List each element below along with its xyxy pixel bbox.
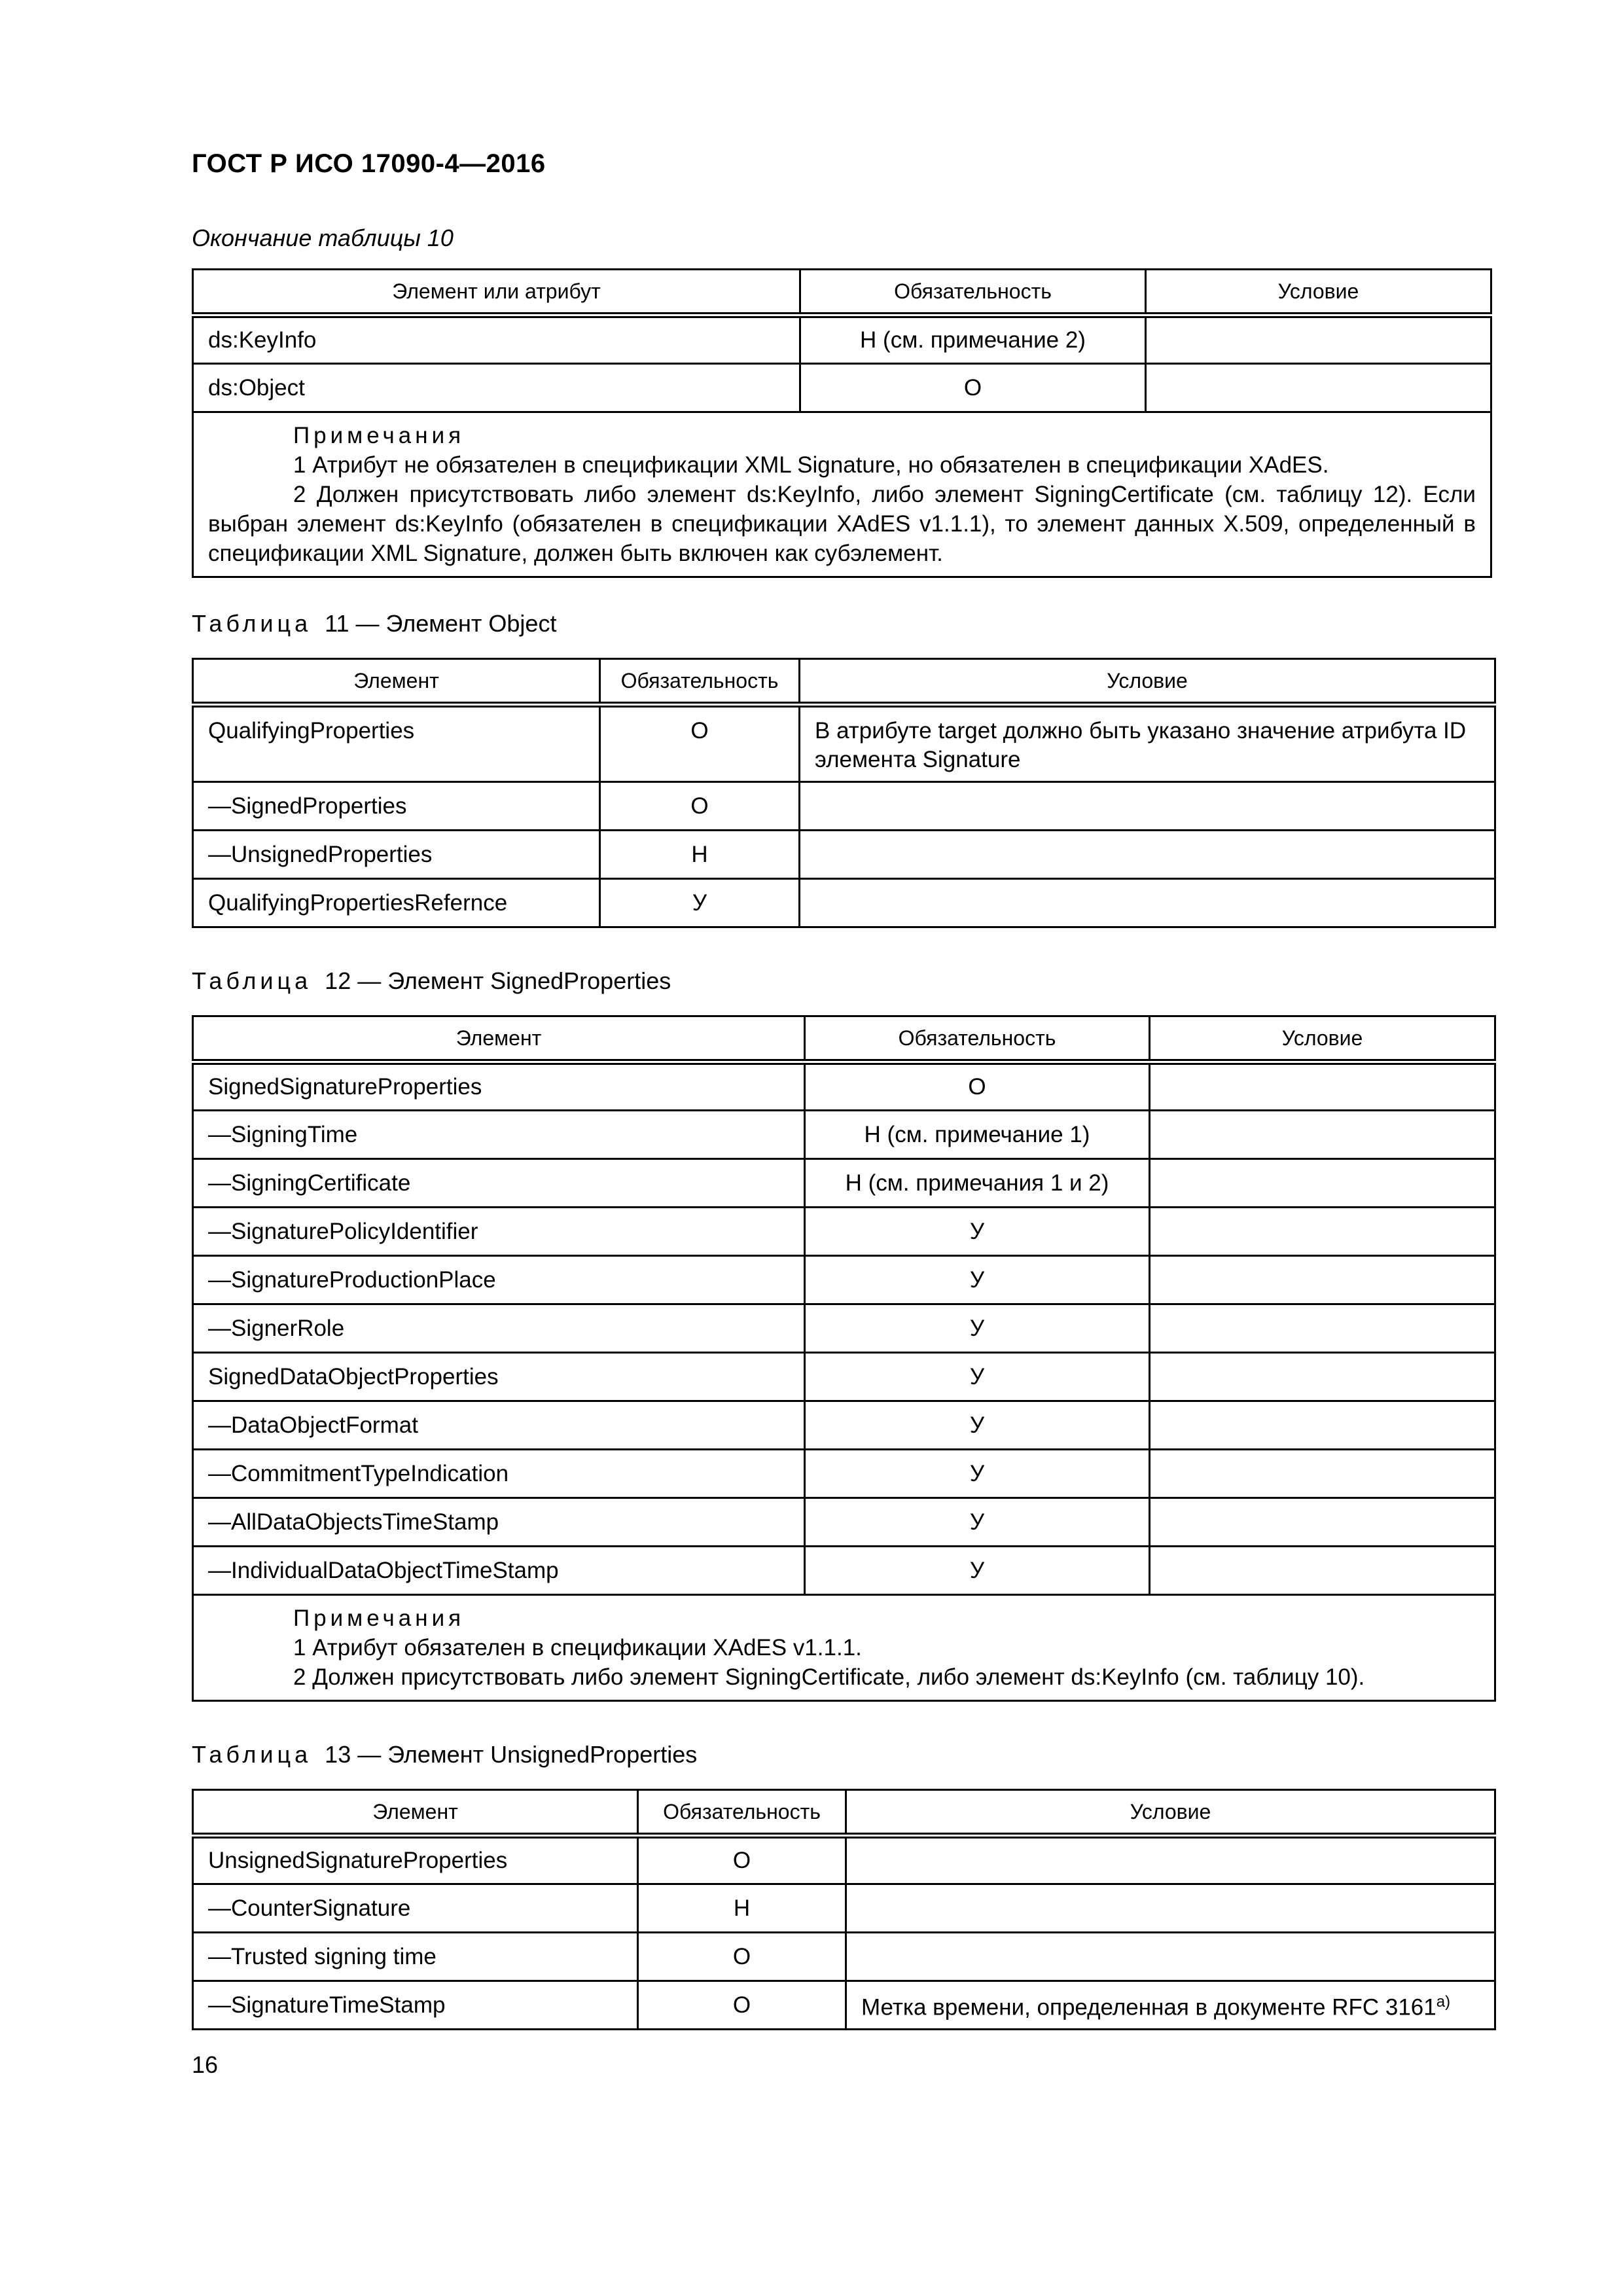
table12-header-obligation: Обязательность (805, 1016, 1150, 1062)
cell-element: —SignaturePolicyIdentifier (193, 1208, 805, 1256)
cell-element: —SignatureProductionPlace (193, 1256, 805, 1304)
table-row (193, 315, 1491, 364)
table-row (193, 879, 1495, 927)
cell-element: SignedDataObjectProperties (193, 1353, 805, 1401)
cell-element: —DataObjectFormat (193, 1401, 805, 1450)
table-row (193, 705, 1495, 782)
cell-condition (846, 1884, 1495, 1933)
cell-obligation: У (805, 1256, 1150, 1304)
cell-obligation: У (805, 1450, 1150, 1498)
table-row (193, 1498, 1495, 1547)
table10-header-element: Элемент или атрибут (193, 270, 800, 315)
table-row (193, 1884, 1495, 1933)
table10-caption: Окончание таблицы 10 (192, 224, 454, 251)
cell-condition (1150, 1062, 1495, 1111)
table11-caption-text: 11 — Элемент Object (325, 610, 557, 637)
cell-element: —AllDataObjectsTimeStamp (193, 1498, 805, 1547)
cell-condition (846, 1981, 1495, 2030)
cell-condition (1150, 1256, 1495, 1304)
cell-condition (846, 1933, 1495, 1981)
table-row (193, 1547, 1495, 1595)
table12-notes-row (193, 1595, 1495, 1701)
condition-text: Метка времени, определенная в документе RFC 3161 (861, 1994, 1436, 2020)
cell-condition (1150, 1498, 1495, 1547)
cell-obligation: Н (600, 831, 800, 879)
cell-obligation: У (600, 879, 800, 927)
cell-condition (1150, 1208, 1495, 1256)
table11-header-obligation: Обязательность (600, 659, 800, 705)
cell-condition: В атрибуте target должно быть указано значение атрибута ID элемента Signature (800, 705, 1495, 782)
footnote-marker: a) (1436, 1993, 1451, 2011)
cell-obligation: О (638, 1933, 846, 1981)
table-row (193, 1111, 1495, 1159)
note-item: 2 Должен присутствовать либо элемент SigningCertificate, либо элемент ds:KeyInfo (см. таблицу 10). (293, 1664, 1365, 1690)
cell-obligation: У (805, 1208, 1150, 1256)
note-item: 1 Атрибут обязателен в спецификации XAdES v1.1.1. (293, 1635, 862, 1660)
cell-element: —SignerRole (193, 1304, 805, 1353)
note-item: 1 Атрибут не обязателен в спецификации XML Signature, но обязателен в спецификации XAdES. (293, 452, 1329, 478)
page-number: 16 (192, 2051, 219, 2078)
cell-condition (1150, 1401, 1495, 1450)
table-row (193, 1401, 1495, 1450)
cell-element: UnsignedSignatureProperties (193, 1836, 638, 1884)
cell-condition (1146, 364, 1491, 412)
table-row (193, 1159, 1495, 1208)
notes-title: Примечания (293, 1605, 465, 1631)
cell-condition (1150, 1450, 1495, 1498)
cell-obligation: О (805, 1062, 1150, 1111)
cell-obligation: Н (638, 1884, 846, 1933)
cell-element: ds:KeyInfo (193, 315, 800, 364)
table13-caption-prefix: Таблица (192, 1741, 312, 1768)
cell-obligation: О (800, 364, 1146, 412)
table13-header-obligation: Обязательность (638, 1790, 846, 1836)
cell-element: —SigningTime (193, 1111, 805, 1159)
table-row (193, 364, 1491, 412)
cell-element: —Trusted signing time (193, 1933, 638, 1981)
table12-caption (192, 967, 671, 995)
table-row (193, 1450, 1495, 1498)
table10 (192, 268, 1492, 578)
cell-condition (1146, 315, 1491, 364)
cell-obligation: Н (см. примечания 1 и 2) (805, 1159, 1150, 1208)
cell-element: —SigningCertificate (193, 1159, 805, 1208)
table10-header-obligation: Обязательность (800, 270, 1146, 315)
cell-element: —IndividualDataObjectTimeStamp (193, 1547, 805, 1595)
cell-obligation: О (638, 1836, 846, 1884)
table13-caption (192, 1741, 697, 1768)
table10-notes-row (193, 412, 1491, 577)
table-row (193, 1256, 1495, 1304)
table-row (193, 1208, 1495, 1256)
table-row (193, 1062, 1495, 1111)
cell-obligation: У (805, 1498, 1150, 1547)
cell-element: —CommitmentTypeIndication (193, 1450, 805, 1498)
cell-condition (1150, 1111, 1495, 1159)
notes-title: Примечания (293, 423, 465, 448)
table-row (193, 1304, 1495, 1353)
table13-header-condition: Условие (846, 1790, 1495, 1836)
cell-obligation: У (805, 1304, 1150, 1353)
cell-element: —SignatureTimeStamp (193, 1981, 638, 2030)
table13-caption-text: 13 — Элемент UnsignedProperties (325, 1741, 698, 1768)
document-header: ГОСТ Р ИСО 17090-4—2016 (192, 149, 546, 178)
cell-element: —UnsignedProperties (193, 831, 600, 879)
cell-condition (1150, 1159, 1495, 1208)
table-row (193, 1981, 1495, 2030)
cell-obligation: О (600, 705, 800, 782)
cell-element: SignedSignatureProperties (193, 1062, 805, 1111)
cell-obligation: О (600, 782, 800, 831)
cell-condition (1150, 1353, 1495, 1401)
table12-header-element: Элемент (193, 1016, 805, 1062)
table10-header-condition: Условие (1146, 270, 1491, 315)
note-item: 2 Должен присутствовать либо элемент ds:KeyInfo, либо элемент SigningCertificate (см. таблицу 12). Если выбран элемент ds:KeyInfo (обязателен в спецификации XAdES v1.1.1), то элемент данных X.509, определенный в спецификации XML Signature, должен быть включен как субэлемент. (208, 482, 1476, 566)
table11-caption (192, 610, 556, 637)
cell-obligation: Н (см. примечание 1) (805, 1111, 1150, 1159)
table11-header-condition: Условие (800, 659, 1495, 705)
cell-condition (800, 879, 1495, 927)
cell-obligation: О (638, 1981, 846, 2030)
table12 (192, 1015, 1496, 1702)
cell-condition (800, 831, 1495, 879)
cell-obligation: Н (см. примечание 2) (800, 315, 1146, 364)
table12-caption-text: 12 — Элемент SignedProperties (325, 967, 671, 994)
cell-element: ds:Object (193, 364, 800, 412)
table-row (193, 1933, 1495, 1981)
table12-caption-prefix: Таблица (192, 967, 312, 994)
cell-element: QualifyingPropertiesRefernce (193, 879, 600, 927)
cell-condition (1150, 1304, 1495, 1353)
cell-obligation: У (805, 1353, 1150, 1401)
table-row (193, 1353, 1495, 1401)
table13-header-element: Элемент (193, 1790, 638, 1836)
table11-header-element: Элемент (193, 659, 600, 705)
cell-element: —CounterSignature (193, 1884, 638, 1933)
cell-element: —SignedProperties (193, 782, 600, 831)
table13 (192, 1789, 1496, 2030)
cell-condition (1150, 1547, 1495, 1595)
table10-notes (193, 412, 1491, 577)
table-row (193, 1836, 1495, 1884)
table12-header-condition: Условие (1150, 1016, 1495, 1062)
table11-caption-prefix: Таблица (192, 610, 312, 637)
table-row (193, 782, 1495, 831)
table11 (192, 658, 1496, 928)
table12-notes (193, 1595, 1495, 1701)
cell-condition (800, 782, 1495, 831)
cell-obligation: У (805, 1547, 1150, 1595)
cell-element: QualifyingProperties (193, 705, 600, 782)
table-row (193, 831, 1495, 879)
cell-condition (846, 1836, 1495, 1884)
cell-obligation: У (805, 1401, 1150, 1450)
